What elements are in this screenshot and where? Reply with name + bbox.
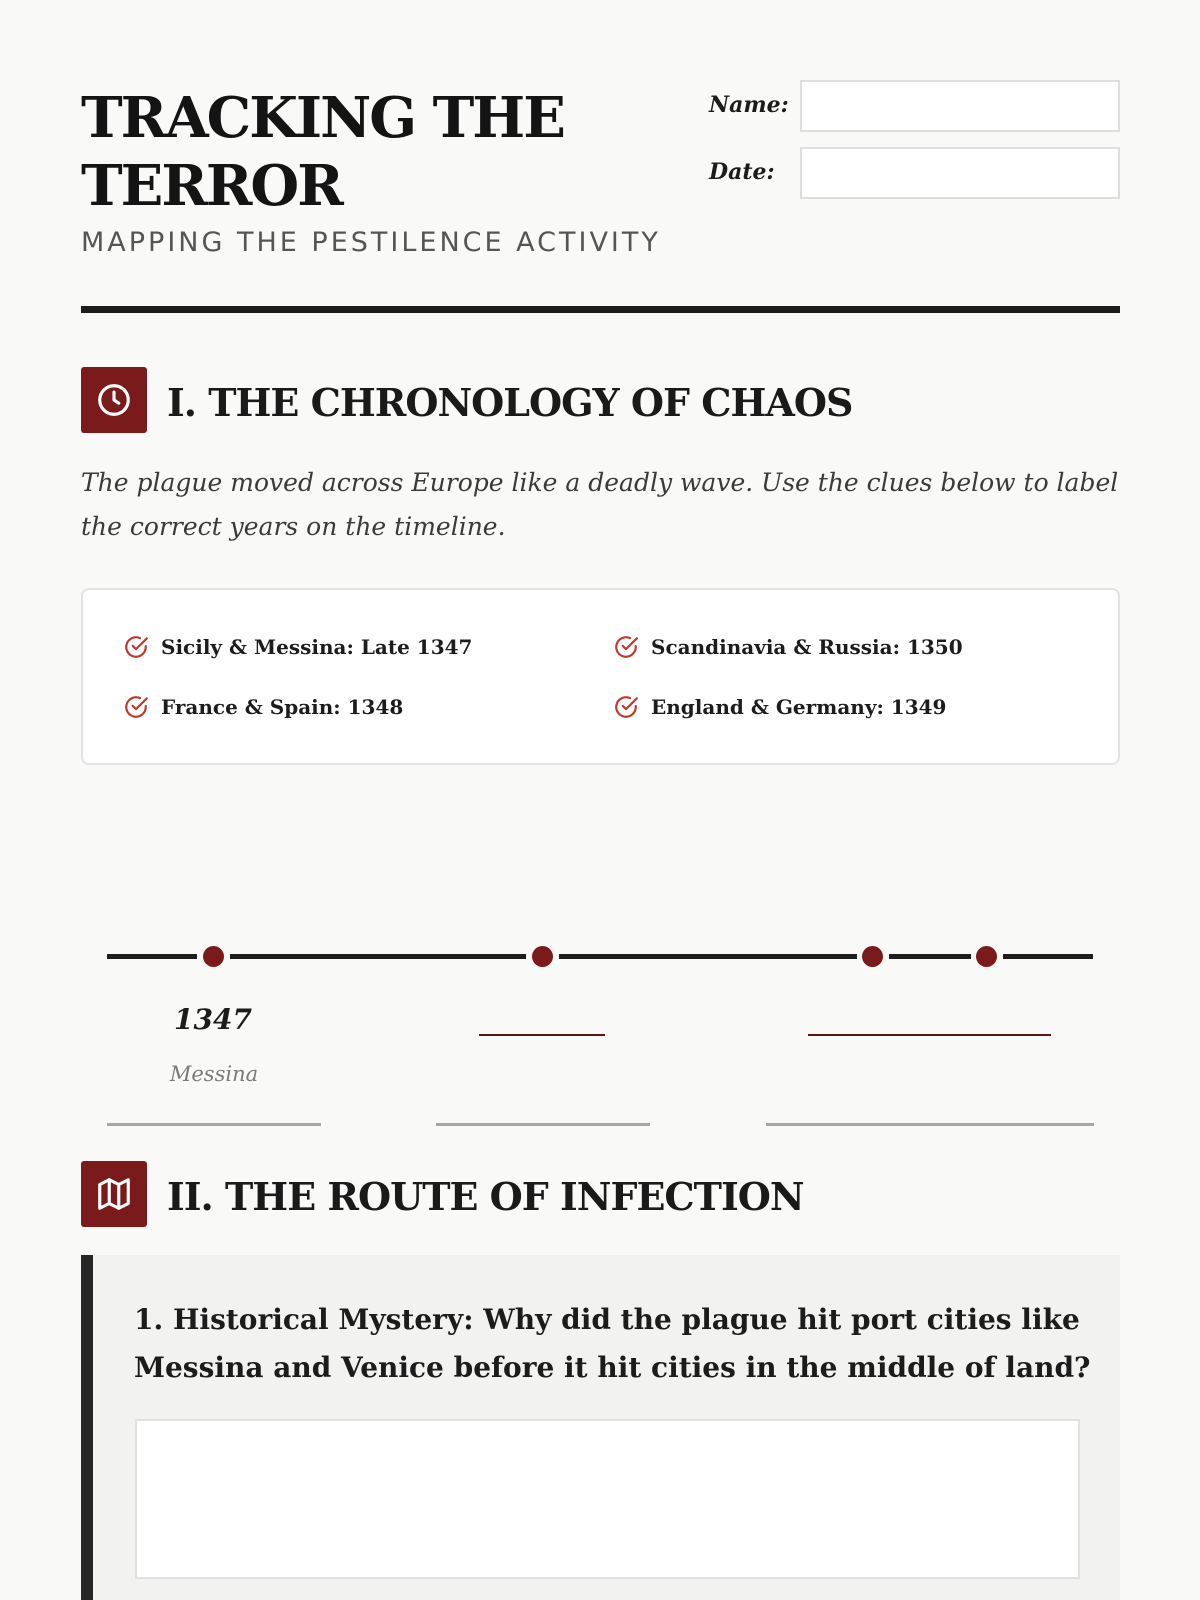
label-line — [107, 1123, 321, 1126]
section-intro: The plague moved across Europe like a deadly wave. Use the clues below to label the correct years on the timeline. — [81, 468, 1119, 541]
timeline-segment — [107, 954, 197, 959]
page-subtitle: MAPPING THE PESTILENCE ACTIVITY — [81, 227, 661, 258]
clue-item — [123, 634, 472, 660]
timeline-segment — [559, 954, 857, 959]
question-text: 1. Historical Mystery: Why did the plague hit port cities like Messina and Venice before it hit cities in the middle of land? — [134, 1303, 1091, 1384]
clue-text: France & Spain: 1348 — [161, 695, 404, 719]
clue-item — [123, 694, 403, 720]
section-title-chronology: I. THE CHRONOLOGY OF CHAOS — [167, 380, 853, 425]
timeline-marker — [532, 946, 553, 967]
timeline-segment — [1003, 954, 1093, 959]
name-field[interactable] — [800, 80, 1120, 132]
clue-box — [81, 588, 1120, 765]
check-circle-icon — [123, 694, 149, 720]
page-title: TRACKING THE TERROR — [81, 85, 564, 219]
date-field[interactable] — [800, 147, 1120, 199]
clue-item — [613, 694, 946, 720]
timeline-year: 1347 — [174, 1003, 252, 1036]
check-circle-icon — [613, 694, 639, 720]
answer-box[interactable] — [135, 1419, 1080, 1579]
clue-text: England & Germany: 1349 — [651, 695, 947, 719]
timeline-segment — [889, 954, 971, 959]
label-line — [436, 1123, 650, 1126]
name-label: Name: — [709, 92, 789, 118]
year-blank[interactable] — [808, 1034, 1051, 1036]
year-blank[interactable] — [479, 1034, 605, 1036]
clock-icon — [81, 367, 147, 433]
section-title-route: II. THE ROUTE OF INFECTION — [167, 1174, 804, 1219]
timeline-marker — [862, 946, 883, 967]
map-icon — [81, 1161, 147, 1227]
check-circle-icon — [123, 634, 149, 660]
worksheet-page — [81, 0, 1120, 1600]
timeline-segment — [230, 954, 526, 959]
timeline-marker — [203, 946, 224, 967]
clue-item — [613, 634, 963, 660]
header-divider — [81, 306, 1120, 313]
check-circle-icon — [613, 634, 639, 660]
timeline-marker — [976, 946, 997, 967]
clue-text: Sicily & Messina: Late 1347 — [161, 635, 473, 659]
label-line — [766, 1123, 1094, 1126]
date-label: Date: — [709, 159, 775, 185]
timeline-place: Messina — [169, 1062, 259, 1086]
clue-text: Scandinavia & Russia: 1350 — [651, 635, 963, 659]
